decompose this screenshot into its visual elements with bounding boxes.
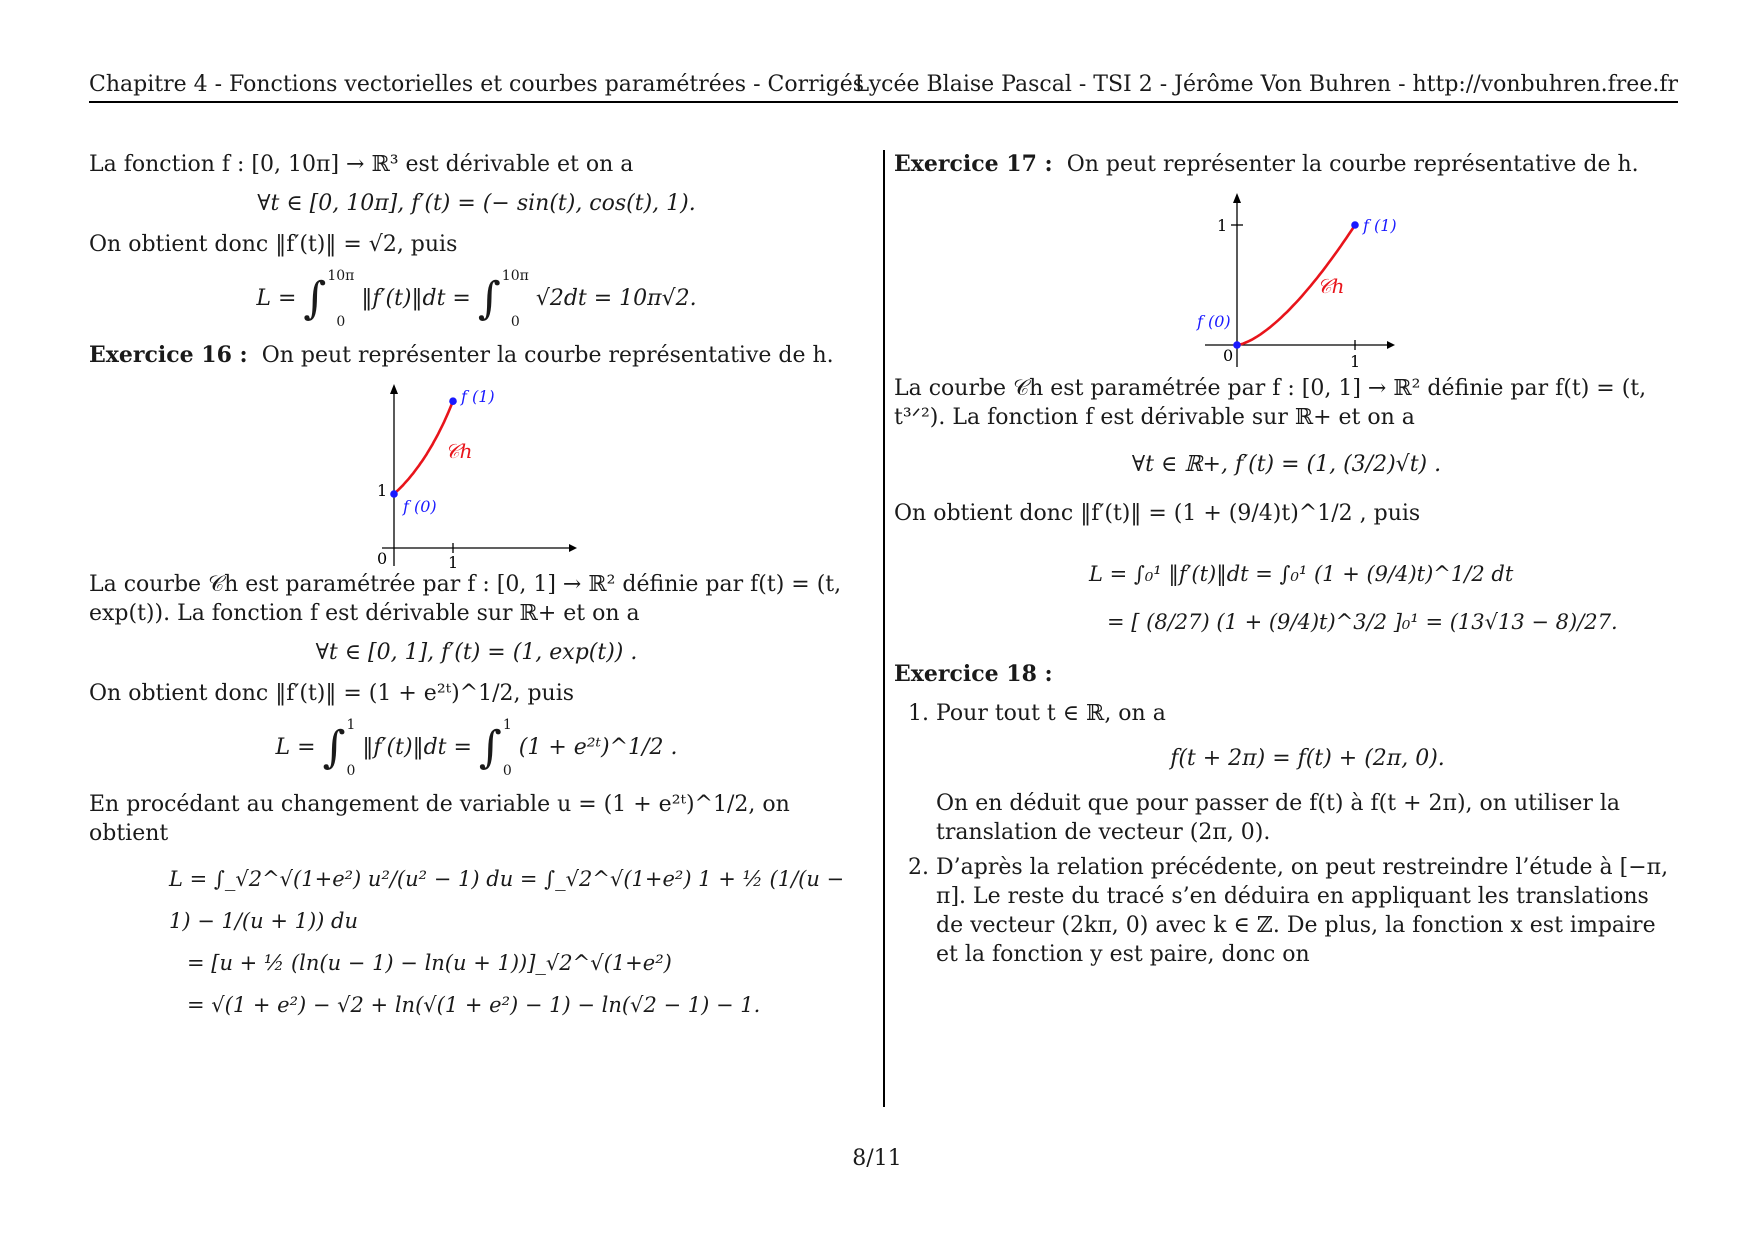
start-point <box>390 490 398 498</box>
left-eq5-line2: = [u + ½ (ln(u − 1) − ln(u + 1))]_√2^√(1+e²) <box>187 951 672 975</box>
x-tick-label: 1 <box>447 553 458 570</box>
right-eq2-line1: L = ∫₀¹ ‖f′(t)‖dt = ∫₀¹ (1 + (9/4)t)^1/2 dt <box>1089 562 1514 586</box>
left-column <box>89 150 864 1026</box>
integral-sign: ∫ 10π 0 <box>303 268 355 330</box>
right-eq1: ∀t ∈ ℝ+, f′(t) = (1, (3/2)√t) . <box>1131 452 1442 477</box>
left-p5: En procédant au changement de variable u = (1 + e²ᵗ)^1/2, on obtient <box>89 792 790 846</box>
integral-sign: ∫ 1 0 <box>322 717 356 779</box>
start-label: f (0) <box>1196 312 1231 331</box>
left-eq5 <box>169 858 864 1026</box>
exercise-17-heading: Exercice 17 : On peut représenter la courbe représentative de h. <box>894 151 1639 177</box>
left-p4: On obtient donc ‖f′(t)‖ = (1 + e²ᵗ)^1/2, puis <box>89 681 575 706</box>
exercise-18-list <box>894 699 1679 969</box>
right-eq2-line2: = [ (8/27) (1 + (9/4)t)^3/2 ]₀¹ = (13√13 − 8)/27. <box>1107 610 1618 634</box>
right-p1: La courbe 𝒞h est paramétrée par f : [0, 1] → ℝ² définie par f(t) = (t, t³ᐟ²). La fonction f est dérivable sur ℝ+ et on a <box>894 376 1647 430</box>
left-p3: La courbe 𝒞h est paramétrée par f : [0, 1] → ℝ² définie par f(t) = (t, exp(t)). La fonction f est dérivable sur ℝ+ et on a <box>89 572 842 626</box>
origin-label: 0 <box>1222 346 1233 365</box>
header-rule <box>89 101 1678 103</box>
figure-exercise-16 <box>377 380 577 570</box>
integral-sign: ∫ 10π 0 <box>477 268 529 330</box>
y-axis-arrow <box>1233 193 1241 203</box>
left-eq5-line3: = √(1 + e²) − √2 + ln(√(1 + e²) − 1) − ln(√2 − 1) − 1. <box>187 993 761 1017</box>
left-eq2: L = ∫ 10π 0 ‖f′(t)‖dt = ∫ 10π 0 √2dt = 10π√2. <box>256 268 697 330</box>
origin-label: 0 <box>376 549 387 568</box>
page-number: 8/11 <box>852 1146 902 1171</box>
item1-text2: On en déduit que pour passer de f(t) à f(t + 2π), on utiliser la translation de vecteur (2π, 0). <box>936 791 1621 845</box>
list-item: 2. D’après la relation précédente, on peut restreindre l’étude à [−π, π]. Le reste du tracé s’en déduira en appliquant les translations de vecteur (2kπ, 0) avec k ∈ ℤ. De plus, la fonction x est impaire et la fonction y est paire, donc on <box>936 853 1679 969</box>
curve-label: 𝒞h <box>1316 274 1344 298</box>
exercise-18-heading: Exercice 18 : <box>894 661 1053 687</box>
list-item: 1. Pour tout t ∈ ℝ, on a f(t + 2π) = f(t) + (2π, 0). On en déduit que pour passer de f(t) à f(t + 2π), on utiliser la translation de vecteur (2π, 0). <box>936 699 1679 847</box>
y-axis-arrow <box>390 384 398 394</box>
left-eq4: L = ∫ 1 0 ‖f′(t)‖dt = ∫ 1 0 (1 + e²ᵗ)^1/2 . <box>275 717 678 779</box>
figure-exercise-17 <box>1177 189 1397 374</box>
left-eq5-line1: L = ∫_√2^√(1+e²) u²/(u² − 1) du = ∫_√2^√(1+e²) 1 + ½ (1/(u − 1) − 1/(u + 1)) du <box>169 867 845 933</box>
right-p2: On obtient donc ‖f′(t)‖ = (1 + (9/4)t)^1/2 , puis <box>894 501 1421 526</box>
end-point <box>1351 221 1359 229</box>
left-p1: La fonction f : [0, 10π] → ℝ³ est dérivable et on a <box>89 152 634 177</box>
x-axis-arrow <box>1387 341 1395 349</box>
end-label: f (1) <box>460 387 495 406</box>
column-divider <box>883 150 885 1107</box>
left-eq3: ∀t ∈ [0, 1], f′(t) = (1, exp(t)) . <box>315 640 638 665</box>
left-eq1: ∀t ∈ [0, 10π], f′(t) = (− sin(t), cos(t), 1). <box>257 191 696 216</box>
x-axis-arrow <box>569 544 577 552</box>
integral-sign: ∫ 1 0 <box>478 717 512 779</box>
curve-label: 𝒞h <box>444 439 472 463</box>
header-right: Lycée Blaise Pascal - TSI 2 - Jérôme Von Buhren - http://vonbuhren.free.fr <box>854 72 1678 97</box>
left-p2: On obtient donc ‖f′(t)‖ = √2, puis <box>89 232 458 257</box>
end-point <box>449 397 457 405</box>
x-tick-label: 1 <box>1349 352 1360 371</box>
right-column <box>894 150 1679 975</box>
item1-eq: f(t + 2π) = f(t) + (2π, 0). <box>1170 746 1445 771</box>
header-left: Chapitre 4 - Fonctions vectorielles et courbes paramétrées - Corrigés <box>89 72 865 97</box>
y-tick-label: 1 <box>376 481 387 500</box>
end-label: f (1) <box>1362 216 1397 235</box>
right-eq2 <box>1089 550 1679 646</box>
start-point <box>1233 341 1241 349</box>
y-tick-label: 1 <box>1216 216 1227 235</box>
start-label: f (0) <box>402 497 437 516</box>
exercise-16-heading: Exercice 16 : On peut représenter la courbe représentative de h. <box>89 342 834 368</box>
